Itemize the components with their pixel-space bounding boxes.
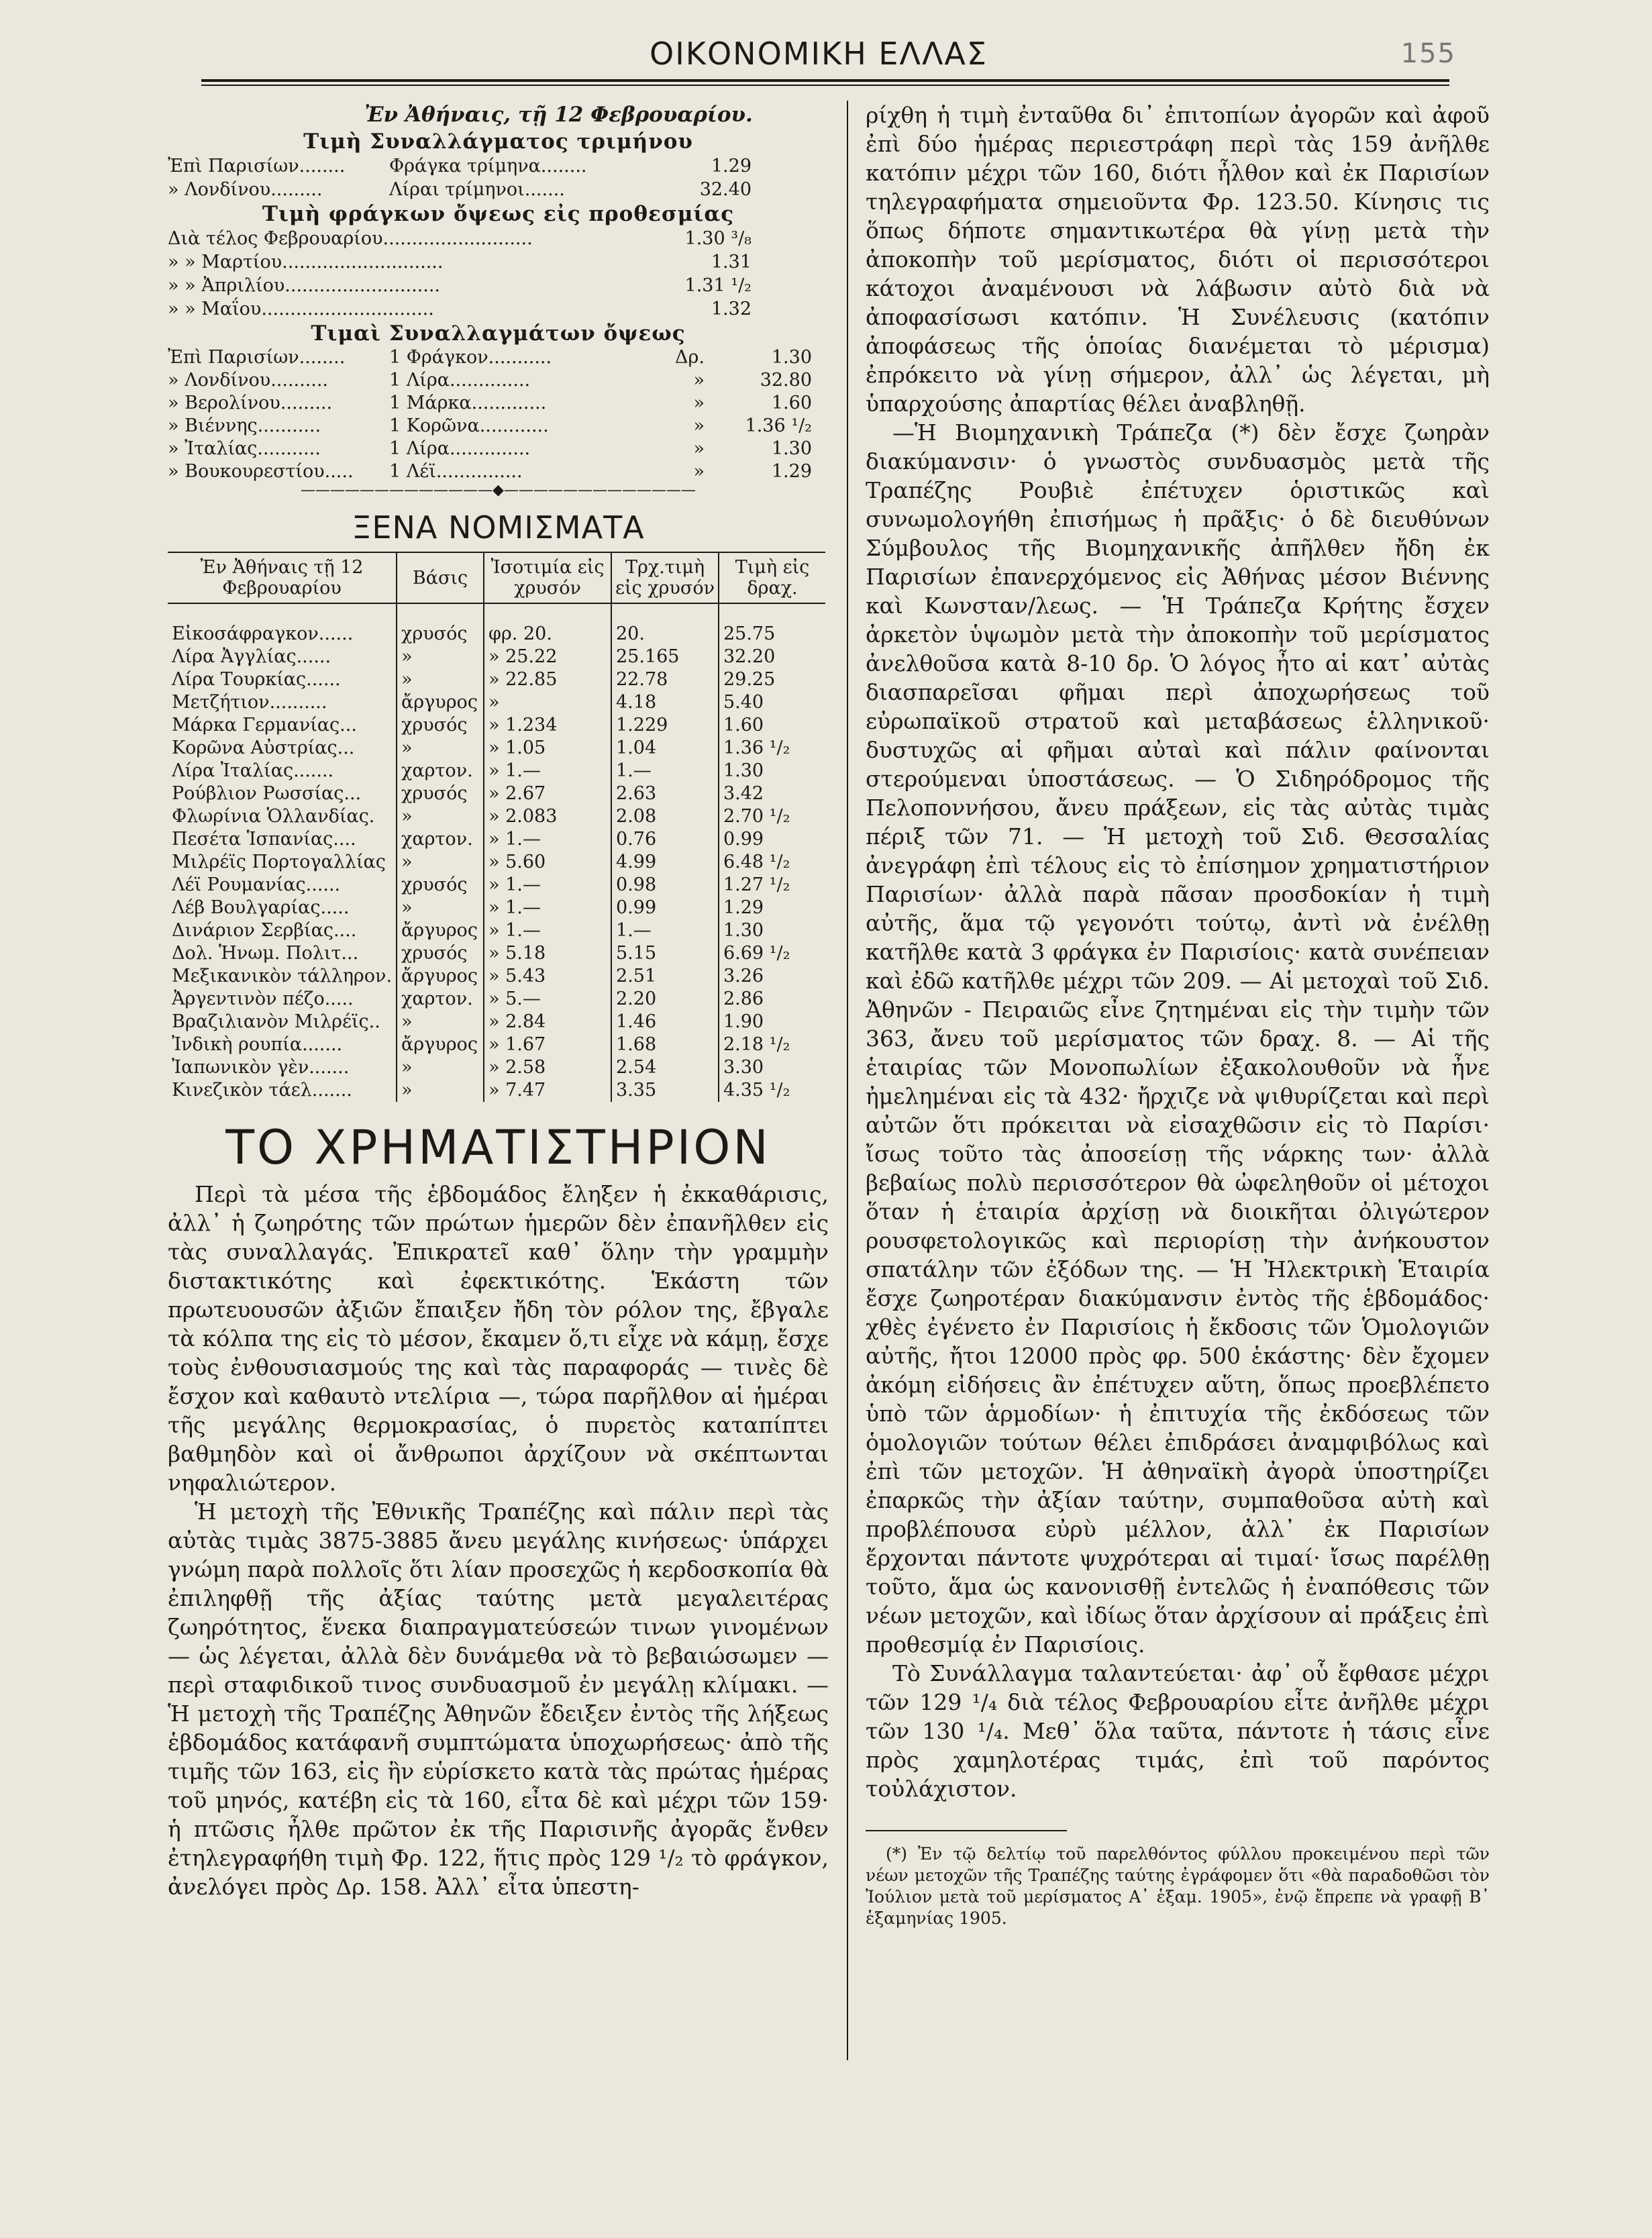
cell-parity: » 2.67 [484, 782, 611, 805]
exchange-row [168, 369, 829, 392]
cell-name: Λέβ Βουλγαρίας..... [172, 897, 350, 918]
rate-row [168, 250, 829, 274]
cell-parity: » 1.— [484, 828, 611, 851]
table-row [168, 1033, 825, 1056]
cell-price: 25.75 [719, 623, 825, 646]
exchange-unit: 1 Μάρκα............. [389, 393, 547, 413]
exchange-currency: » [693, 370, 705, 391]
table-header-row [168, 552, 825, 603]
cell-parity: » 5.43 [484, 965, 611, 988]
rate-row [168, 274, 829, 297]
cell-price: 1.36 ¹/₂ [719, 737, 825, 760]
cell-name: Λίρα Τουρκίας...... [172, 669, 341, 690]
table-row [168, 623, 825, 646]
foreign-currency-table [168, 552, 825, 1102]
cell-name: Ἰαπωνικὸν γὲν....... [172, 1057, 350, 1078]
table-row [168, 965, 825, 988]
cell-basis: χρυσός [397, 874, 484, 897]
cell-name: Φλωρίνια Ὁλλανδίας. [172, 806, 375, 827]
table-row [168, 1079, 825, 1102]
exchange-unit: 1 Λίρα.............. [389, 438, 531, 459]
exchange-currency: » [693, 415, 705, 436]
rate-unit: Φράγκα τρίμηνα........ [389, 156, 587, 176]
table-spacer-row [168, 603, 825, 623]
column-divider [847, 101, 848, 2060]
cell-basis: » [397, 646, 484, 668]
cell-parity: » 1.— [484, 874, 611, 897]
exchange-city: » Βουκουρεστίου..... [168, 461, 354, 482]
rate-value: 1.32 [711, 299, 752, 319]
cell-price: 1.29 [719, 897, 825, 919]
article-paragraph: ρίχθη ἡ τιμὴ ἐνταῦθα δι᾽ ἐπιτοπίων ἀγορῶν καὶ ἀφοῦ ἐπὶ δύο ἡμέρας περιεστράφη περὶ τὰς 159 ἀνῆλθε κατόπιν μέχρι τῶν 160, διότι ἦλθον καὶ ἐκ Παρισίων τηλεγραφήματα σημειοῦντα Φρ. 123.50. Κίνησις τις ὅπως δήποτε σημαντικωτέρα θὰ γίνῃ μετὰ τὴν ἀποκοπὴν τοῦ μερίσματος, διότι οἱ περισσότεροι κάτοχοι ἀναμένουσι νὰ λάβωσιν αὐτὸ διὰ νὰ ἀποφασίσωσι κατόπιν. Ἡ Συνέλευσις (κατόπιν ἀποφάσεως τῆς ὁποίας διανέμεται τὸ μέρισμα) ἐπρόκειτο νὰ γίνῃ σήμερον, ἀλλ᾽ ὡς λέγεται, μὴ ὑπαρχούσης ἀπαρτίας θέλει ἀναβληθῇ. [866, 102, 1490, 417]
cell-name: Ἰνδικὴ ρουπία....... [172, 1034, 343, 1055]
exchange-value: 1.60 [771, 393, 812, 413]
section1-title: Τιμὴ Συναλλάγματος τριμήνου [303, 130, 693, 154]
exchange-value: 1.30 [771, 347, 812, 368]
cell-basis: ἄργυρος [397, 965, 484, 988]
exchange-currency: » [693, 438, 705, 459]
table-row [168, 874, 825, 897]
exchange-city: » Ἰταλίας........... [168, 438, 321, 459]
exchange-unit: 1 Λέϊ............... [389, 461, 523, 482]
cell-name: Μιλρέϊς Πορτογαλλίας [172, 852, 386, 872]
cell-parity: » 1.234 [484, 714, 611, 737]
cell-basis: χαρτον. [397, 760, 484, 782]
header-rule-thick [201, 79, 1449, 82]
cell-name: Ἀργεντινὸν πέζο..... [172, 988, 354, 1009]
cell-basis: χαρτον. [397, 828, 484, 851]
cell-name: Κινεζικὸν τάελ....... [172, 1080, 352, 1101]
cell-basis: » [397, 1056, 484, 1079]
cell-parity: » 2.58 [484, 1056, 611, 1079]
exchange-unit: 1 Λίρα.............. [389, 370, 531, 391]
rate-value: 1.31 ¹/₂ [684, 275, 752, 296]
cell-gold: 5.15 [611, 942, 719, 965]
left-article-body [168, 1180, 829, 1901]
cell-gold: 20. [611, 623, 719, 646]
cell-basis: ἄργυρος [397, 691, 484, 714]
foreign-title: ΞΕΝΑ ΝΟΜΙΣΜΑΤΑ [352, 509, 645, 546]
rate-value: 32.40 [699, 179, 752, 200]
exchange-row [168, 460, 829, 483]
cell-basis: » [397, 851, 484, 874]
cell-basis: » [397, 1011, 484, 1033]
cell-price: 29.25 [719, 668, 825, 691]
exchange-currency: Δρ. [675, 347, 705, 368]
cell-name: Μεξικανικὸν τάλληρον. [172, 966, 393, 986]
cell-name: Μετζήτιον.......... [172, 692, 327, 713]
cell-parity: » 5.60 [484, 851, 611, 874]
cell-gold: 0.99 [611, 897, 719, 919]
exchange-city: Ἐπὶ Παρισίων........ [168, 347, 346, 368]
table-row [168, 851, 825, 874]
cell-name: Λέϊ Ρουμανίας...... [172, 874, 341, 895]
article-paragraph: —Ἡ Βιομηχανικὴ Τράπεζα (*) δὲν ἔσχε ζωηρὰν διακύμανσιν· ὁ γνωστὸς συνδυασμὸς μετὰ τῆς Τραπέζης Ρουβιὲ ἐπέτυχεν ὁριστικῶς καὶ συνωμολογήθη ἐπισήμως ἡ πρᾶξις· ὁ δὲ διευθύνων Σύμβουλος τῆς Βιομηχανικῆς ἀπῆλθεν ἤδη ἐκ Παρισίων ἐπανερχόμενος εἰς Ἀθήνας μέσον Βιέννης καὶ Κωνσταν/λεως. — Ἡ Τράπεζα Κρήτης ἔσχεν ἀρκετὸν ὑψωμὸν μετὰ τὴν ἀποκοπὴν τοῦ μερίσματος ἀνελθοῦσα κατὰ 8-10 δρ. Ὁ λόγος ἦτο αἱ κατ᾽ αὐτὰς διασπαρεῖσαι φῆμαι περὶ ἀποχωρήσεως τοῦ εὐρωπαϊκοῦ στρατοῦ καὶ μεταβάσεως ἑλληνικοῦ· δυστυχῶς αἱ φῆμαι αὐταὶ καὶ πάλιν φαίνονται στερούμεναι ὑποστάσεως. — Ὁ Σιδηρόδρομος τῆς Πελοποννήσου, ἄνευ πράξεων, εἰς τὰς αὐτὰς τιμὰς πέριξ τῶν 71. — Ἡ μετοχὴ τοῦ Σιδ. Θεσσαλίας ἀνεγράφη ἐπὶ τέλους εἰς τὸ ἐπίσημον χρηματιστήριον Παρισίων· ἀλλὰ παρὰ πᾶσαν προσδοκίαν ἡ τιμὴ αὐτῆς, ἅμα τῷ γεγονότι τούτῳ, ἀντὶ νὰ ἐνέλθῃ κατῆλθε κατὰ 3 φράγκα ἐν Παρισίοις· κατὰ συνέπειαν καὶ ἐδῶ κατῆλθε μέχρι τῶν 209. — Αἱ μετοχαὶ τοῦ Σιδ. Ἀθηνῶν - Πειραιῶς εἶνε ζητημέναι εἰς τὴν τιμὴν τῶν 363, ἄνευ τοῦ μερίσματος τῶν δραχ. 8. — Αἱ τῆς ἑταιρίας τῶν Μονοπωλίων ἐξακολουθοῦν νὰ ἦνε ἠμελημέναι εἰς τὰ 432· ἤρχιζε νὰ ψιθυρίζεται καὶ περὶ αὐτῶν ὅτι πρόκειται νὰ εἰσαχθῶσιν εἰς τὸ Παρίσι· ἴσως τοῦτο τὰς ἀποσείσῃ τῆς νάρκης των· ἀλλὰ βεβαίως πολὺ περισσότερον θὰ ὠφεληθοῦν οἱ μέτοχοι ὅταν ἡ ἑταιρία ἀρχίσῃ νὰ διοικῆται ὀλιγώτερον ρουσφετολογικῶς καὶ περιορίσῃ τὴν ἀνήκουστον σπατάλην τῶν ἐξόδων της. — Ἡ Ἠλεκτρικὴ Ἑταιρία ἔσχε ζωηροτέραν διακύμανσιν ἐντὸς τῆς ἑβδομάδος· χθὲς ἐγένετο ἐν Παρισίοις ἡ ἔκδοσις τῶν Ὁμολογιῶν αὐτῆς, ἤτοι 12000 πρὸς φρ. 500 ἑκάστης· δὲν ἔχομεν ἀκόμη εἰδήσεις ἂν ἐπέτυχεν αὕτη, ὅπως προεβλέπετο ὑπὸ τῶν ἁρμοδίων· ἡ ἐπιτυχία τῆς ἐκδόσεως τῶν ὁμολογιῶν τούτων θέλει ἐπιδράσει ἀναμφιβόλως καὶ ἐπὶ τῶν μετοχῶν. Ἡ ἀθηναϊκὴ ἀγορὰ ὑποστηρίζει ἐπαρκῶς τὴν ἀξίαν ταύτην, συμπαθοῦσα αὐτὴ καὶ προβλέπουσα εὐρὺ μέλλον, ἀλλ᾽ ἐκ Παρισίων ἔρχονται πάντοτε ψυχρότεραι αἱ τιμαί· ἴσως παρέλθῃ τοῦτο, ἅμα ὡς κανονισθῇ ἐντελῶς ἡ ἐναπόθεσις τῶν νέων μετοχῶν, καὶ ἰδίως ὅταν ἀρχίσουν αἱ πράξεις ἐπὶ προθεσμίᾳ ἐν Παρισίοις. [866, 419, 1490, 1658]
cell-gold: 0.98 [611, 874, 719, 897]
rate-label: Διὰ τέλος Φεβρουαρίου.......................... [168, 228, 533, 249]
section3-rows [168, 346, 829, 483]
exchange-row [168, 415, 829, 438]
cell-parity: » [484, 691, 611, 714]
rate-row [168, 154, 829, 178]
footnote-rule [866, 1830, 1067, 1831]
cell-gold: 1.46 [611, 1011, 719, 1033]
col-header-gold: Τρχ.τιμὴ εἰς χρυσόν [611, 552, 719, 603]
journal-title: ΟΙΚΟΝΟΜΙΚΗ ΕΛΛΑΣ [650, 36, 988, 72]
col-header-parity: Ἰσοτιμία εἰς χρυσόν [484, 552, 611, 603]
cell-name: Ρούβλιον Ρωσσίας... [172, 783, 362, 804]
rate-row [168, 178, 829, 201]
exchange-currency: » [693, 461, 705, 482]
section2-rows [168, 227, 829, 321]
exchange-city: » Βερολίνου......... [168, 393, 333, 413]
cell-parity: φρ. 20. [484, 623, 611, 646]
table-row [168, 919, 825, 942]
cell-name: Εἰκοσάφραγκον...... [172, 623, 354, 644]
cell-price: 1.30 [719, 760, 825, 782]
cell-name: Δολ. Ἡνωμ. Πολιτ... [172, 943, 359, 964]
cell-name: Βραζιλιανὸν Μιλρέϊς.. [172, 1011, 380, 1032]
article-paragraph: Τὸ Συνάλλαγμα ταλαντεύεται· ἀφ᾽ οὗ ἔφθασε μέχρι τῶν 129 ¹/₄ διὰ τέλος Φεβρουαρίου εἶτε ἀνῆλθε μέχρι τῶν 130 ¹/₄. Μεθ᾽ ὅλα ταῦτα, πάντοτε ἡ τάσις εἶνε πρὸς χαμηλοτέρας τιμάς, ἐπὶ τοῦ παρόντος τοὐλάχιστον. [866, 1660, 1490, 1802]
exchange-unit: 1 Κορῶνα............ [389, 415, 549, 436]
cell-gold: 0.76 [611, 828, 719, 851]
col-header-basis: Βάσις [397, 552, 484, 603]
header-rule-thin [201, 85, 1449, 86]
col-header-price: Τιμὴ εἰς δραχ. [719, 552, 825, 603]
rate-value: 1.31 [711, 252, 752, 272]
section2-title: Τιμὴ φράγκων ὄψεως εἰς προθεσμίας [262, 202, 735, 226]
cell-parity: » 1.— [484, 760, 611, 782]
rate-row [168, 297, 829, 321]
cell-price: 3.42 [719, 782, 825, 805]
table-row [168, 1056, 825, 1079]
exchange-city: » Λονδίνου.......... [168, 370, 329, 391]
exchange-currency: » [693, 393, 705, 413]
exchange-value: 32.80 [760, 370, 812, 391]
cell-price: 2.86 [719, 988, 825, 1011]
article-title: ΤΟ ΧΡΗΜΑΤΙΣΤΗΡΙΟΝ [225, 1120, 771, 1175]
rate-value: 1.30 ³/₈ [684, 228, 752, 249]
table-row [168, 646, 825, 668]
cell-parity: » 25.22 [484, 646, 611, 668]
cell-parity: » 1.67 [484, 1033, 611, 1056]
rate-unit: Λίραι τρίμηνοι....... [389, 179, 565, 200]
cell-parity: » 1.05 [484, 737, 611, 760]
page-header [181, 30, 1456, 77]
rates-dateline: Ἐν Ἀθήναις, τῇ 12 Φεβρουαρίου. [364, 103, 753, 127]
cell-basis: χρυσός [397, 623, 484, 646]
page-number: 155 [1400, 38, 1456, 69]
rate-label: » » Μαρτίου............................ [168, 252, 444, 272]
cell-basis: χρυσός [397, 714, 484, 737]
exchange-value: 1.29 [771, 461, 812, 482]
cell-price: 6.48 ¹/₂ [719, 851, 825, 874]
cell-name: Κορῶνα Αὐστρίας... [172, 737, 355, 758]
cell-name: Λίρα Ἀγγλίας...... [172, 646, 331, 667]
right-column [866, 101, 1490, 1929]
cell-parity: » 5.18 [484, 942, 611, 965]
cell-gold: 1.68 [611, 1033, 719, 1056]
exchange-unit: 1 Φράγκον........... [389, 347, 552, 368]
cell-gold: 2.20 [611, 988, 719, 1011]
table-row [168, 691, 825, 714]
rate-label: » Λονδίνου......... [168, 179, 323, 200]
cell-name: Δινάριον Σερβίας.... [172, 920, 357, 941]
table-row [168, 897, 825, 919]
table-row [168, 828, 825, 851]
cell-basis: » [397, 897, 484, 919]
cell-price: 6.69 ¹/₂ [719, 942, 825, 965]
exchange-row [168, 392, 829, 415]
article-paragraph: Περὶ τὰ μέσα τῆς ἑβδομάδος ἔληξεν ἡ ἐκκαθάρισις, ἀλλ᾽ ἡ ζωηρότης τῶν πρώτων ἡμερῶν δὲν ἐπανῆλθεν εἰς τὰς συναλλαγάς. Ἐπικρατεῖ καθ᾽ ὅλην τὴν γραμμὴν διστακτικότης καὶ ἐφεκτικότης. Ἑκάστη τῶν πρωτευουσῶν ἀξιῶν ἔπαιξεν ἤδη τὸν ρόλον της, ἔβγαλε τὰ κόλπα της εἰς τὸ μέσον, ἔκαμεν ὅ,τι εἶχε νὰ κάμῃ, ἔσχε τοὺς ἐνθουσιασμούς της καὶ τὰς παραφοράς — τινὲς δὲ ἔσχον καὶ καθαυτὸ ντελίρια —, τώρα παρῆλθον αἱ ἡμέραι τῆς μεγάλης θερμοκρασίας, ὁ πυρετὸς καταπίπτει βαθμηδὸν καὶ οἱ ἄνθρωποι ἀρχίζουν νὰ σκέπτωνται νηφαλιώτερον. [168, 1181, 829, 1496]
cell-parity: » 7.47 [484, 1079, 611, 1102]
cell-parity: » 2.84 [484, 1011, 611, 1033]
cell-parity: » 1.— [484, 897, 611, 919]
rate-value: 1.29 [711, 156, 752, 176]
cell-price: 32.20 [719, 646, 825, 668]
cell-basis: χρυσός [397, 942, 484, 965]
cell-price: 0.99 [719, 828, 825, 851]
article-paragraph: Ἡ μετοχὴ τῆς Ἐθνικῆς Τραπέζης καὶ πάλιν περὶ τὰς αὐτὰς τιμὰς 3875-3885 ἄνευ μεγάλης κινήσεως· ὑπάρχει γνώμη παρὰ πολλοῖς ὅτι λίαν προσεχῶς ἡ κερδοσκοπία θὰ ἐπιληφθῇ τῆς ἀξίας ταύτης μετὰ μεγαλειτέρας ζωηρότητος, ἕνεκα διαπραγματεύσεών τινων γινομένων — ὡς λέγεται, ἀλλὰ δὲν δυνάμεθα νὰ τὸ βεβαιώσωμεν — περὶ σταφιδικοῦ τινος συνδυασμοῦ ἐν μεγάλῃ κλίμακι. — Ἡ μετοχὴ τῆς Τραπέζης Ἀθηνῶν ἔδειξεν ἐντὸς τῆς λήξεως ἑβδομάδος κατάφανῆ συμπτώματα ὑποχωρήσεως· ἀπὸ τῆς τιμῆς τῶν 163, εἰς ἣν εὑρίσκετο κατὰ τὰς πρώτας ἡμέρας τοῦ μηνός, κατέβη εἰς τὰ 160, εἶτα δὲ καὶ μέχρι τῶν 159· ἡ πτῶσις ἦλθε πρῶτον ἐκ τῆς Παρισινῆς ἀγορᾶς ἔνθεν ἐτηλεγραφήθη τιμὴ Φρ. 122, ἥτις πρὸς 129 ¹/₂ τὸ φράγκον, ἀνελόγει πρὸς Δρ. 158. Ἀλλ᾽ εἶτα ὑπεστη- [168, 1498, 829, 1900]
cell-basis: χαρτον. [397, 988, 484, 1011]
cell-price: 2.70 ¹/₂ [719, 805, 825, 828]
table-row [168, 737, 825, 760]
cell-gold: 1.229 [611, 714, 719, 737]
cell-price: 1.30 [719, 919, 825, 942]
exchange-value: 1.36 ¹/₂ [745, 415, 812, 436]
cell-price: 4.35 ¹/₂ [719, 1079, 825, 1102]
table-row [168, 782, 825, 805]
rate-label: » » Ἀπριλίου........................... [168, 275, 441, 296]
table-row [168, 805, 825, 828]
section3-title: Τιμαὶ Συναλλαγμάτων ὄψεως [311, 321, 686, 346]
right-article-body [866, 101, 1490, 1803]
cell-price: 3.26 [719, 965, 825, 988]
cell-gold: 22.78 [611, 668, 719, 691]
cell-gold: 2.08 [611, 805, 719, 828]
table-row [168, 714, 825, 737]
footnote: (*) Ἐν τῷ δελτίῳ τοῦ παρελθόντος φύλλου προκειμένου περὶ τῶν νέων μετοχῶν τῆς Τραπέζης ταύτης ἐγράφομεν ὅτι «θὰ παραδοθῶσι τὸν Ἰούλιον μετὰ τοῦ μερίσματος Α᾽ ἑξαμ. 1905», ἐνῷ ἔπρεπε νὰ γραφῇ Β᾽ ἑξαμηνίας 1905. [866, 1844, 1490, 1928]
cell-parity: » 5.— [484, 988, 611, 1011]
cell-price: 5.40 [719, 691, 825, 714]
cell-gold: 4.18 [611, 691, 719, 714]
cell-basis: » [397, 668, 484, 691]
cell-parity: » 2.083 [484, 805, 611, 828]
cell-parity: » 1.— [484, 919, 611, 942]
cell-gold: 1.04 [611, 737, 719, 760]
cell-basis: » [397, 737, 484, 760]
table-row [168, 942, 825, 965]
rate-label: Ἐπὶ Παρισίων........ [168, 156, 346, 176]
cell-gold: 2.51 [611, 965, 719, 988]
cell-name: Λίρα Ἰταλίας....... [172, 760, 334, 781]
ornament-divider: —————————————◆————————————— [301, 482, 696, 499]
cell-price: 3.30 [719, 1056, 825, 1079]
rate-label: » » Μαΐου.............................. [168, 299, 434, 319]
cell-name: Μάρκα Γερμανίας... [172, 715, 357, 735]
cell-basis: χρυσός [397, 782, 484, 805]
cell-parity: » 22.85 [484, 668, 611, 691]
table-row [168, 1011, 825, 1033]
cell-gold: 25.165 [611, 646, 719, 668]
exchange-value: 1.30 [771, 438, 812, 459]
section1-rows [168, 154, 829, 201]
cell-gold: 2.63 [611, 782, 719, 805]
cell-gold: 1.— [611, 760, 719, 782]
cell-gold: 2.54 [611, 1056, 719, 1079]
exchange-city: » Βιέννης........... [168, 415, 321, 436]
cell-price: 1.60 [719, 714, 825, 737]
cell-gold: 4.99 [611, 851, 719, 874]
left-column [168, 101, 829, 1901]
cell-gold: 3.35 [611, 1079, 719, 1102]
exchange-row [168, 438, 829, 460]
table-row [168, 668, 825, 691]
cell-price: 1.27 ¹/₂ [719, 874, 825, 897]
cell-basis: ἄργυρος [397, 919, 484, 942]
table-row [168, 988, 825, 1011]
exchange-row [168, 346, 829, 369]
cell-gold: 1.— [611, 919, 719, 942]
col-header-date: Ἐν Ἀθήναις τῇ 12 Φεβρουαρίου [168, 552, 397, 603]
cell-basis: » [397, 805, 484, 828]
cell-basis: ἄργυρος [397, 1033, 484, 1056]
table-row [168, 760, 825, 782]
cell-price: 1.90 [719, 1011, 825, 1033]
cell-price: 2.18 ¹/₂ [719, 1033, 825, 1056]
cell-basis: » [397, 1079, 484, 1102]
rate-row [168, 227, 829, 250]
cell-name: Πεσέτα Ἱσπανίας.... [172, 829, 356, 850]
foreign-table-body [168, 603, 825, 1102]
